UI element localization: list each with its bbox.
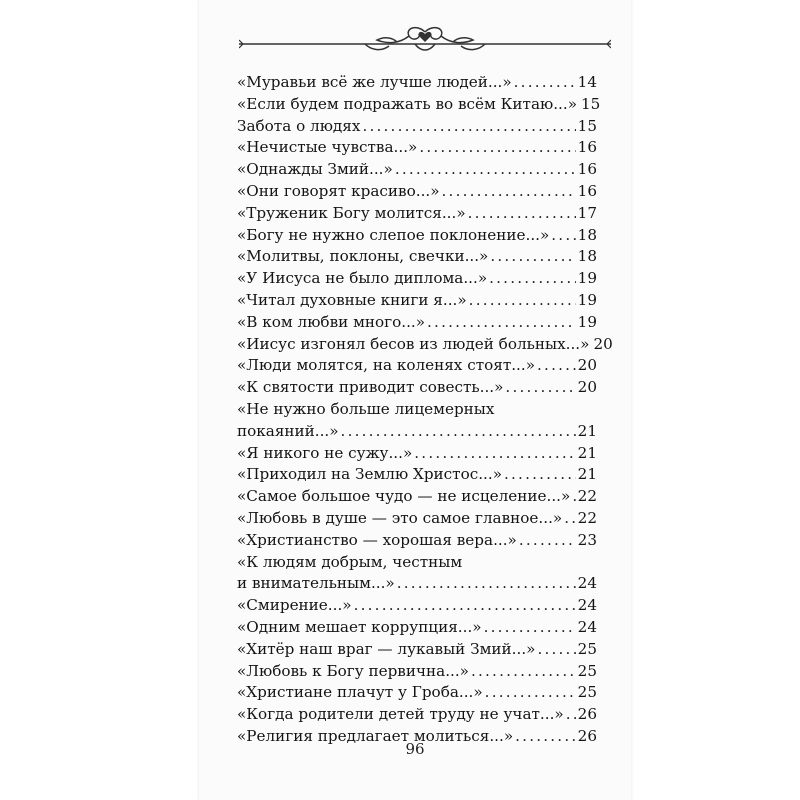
toc-entry <box>237 290 597 312</box>
toc-entry-title: «У Иисуса не было диплома...» <box>237 269 488 288</box>
toc-entry-page: 19 <box>577 269 597 288</box>
toc-entry-page: 21 <box>577 421 597 440</box>
toc-entry-title: «Христиане плачут у Гроба...» <box>237 683 483 702</box>
toc-entry-line <box>237 399 597 421</box>
toc-entry-title: «Смирение...» <box>237 596 352 615</box>
toc-entry-title: «Одним мешает коррупция...» <box>237 617 482 636</box>
toc-entry-title: «Любовь в душе — это самое главное...» <box>237 508 563 527</box>
dot-leader <box>341 421 576 443</box>
toc-entry <box>237 530 597 552</box>
dot-leader <box>419 137 575 159</box>
toc-entry <box>237 377 597 399</box>
toc-entry-page: 21 <box>577 443 597 462</box>
dot-leader <box>505 377 575 399</box>
toc-entry <box>237 573 597 595</box>
toc-entry-page: 18 <box>577 247 597 266</box>
toc-entry <box>237 181 597 203</box>
toc-entry-title: «Хитёр наш враг — лукавый Змий...» <box>237 639 536 658</box>
toc-entry-title: «Религия предлагает молиться...» <box>237 726 514 745</box>
toc-entry <box>237 137 597 159</box>
toc-entry-page: 23 <box>577 530 597 549</box>
toc-entry-title: «Я никого не сужу...» <box>237 443 413 462</box>
toc-entry-title: «В ком любви много...» <box>237 312 426 331</box>
toc-entry <box>237 116 597 138</box>
dot-leader <box>484 617 576 639</box>
toc-entry <box>237 225 597 247</box>
toc-entry-title: «К святости приводит совесть...» <box>237 378 504 397</box>
toc-entry-title: «Самое большое чудо — не исцеление...» <box>237 487 571 506</box>
toc-entry-page: 18 <box>577 225 597 244</box>
toc-entry-title: «Молитвы, поклоны, свечки...» <box>237 247 489 266</box>
toc-entry-page: 15 <box>577 116 597 135</box>
toc-entry-page: 19 <box>577 290 597 309</box>
toc-entry <box>237 508 597 530</box>
toc-entry-title: «Муравьи всё же лучше людей...» <box>237 73 512 91</box>
toc-entry-page: 24 <box>577 574 597 593</box>
dot-leader <box>551 225 575 247</box>
toc-entry <box>237 704 597 726</box>
dot-leader <box>395 159 576 181</box>
toc-entry-line <box>237 552 597 574</box>
dot-leader <box>566 704 576 726</box>
page-number: 96 <box>405 740 425 758</box>
toc-entry-title: «К людям добрым, честным <box>237 552 463 571</box>
dot-leader <box>468 203 576 225</box>
toc-entry-title: и внимательным...» <box>237 574 395 593</box>
toc-entry-title: «Не нужно больше лицемерных <box>237 399 495 418</box>
toc-entry-page: 26 <box>577 705 597 724</box>
toc-entry-title: Забота о людях <box>237 116 361 135</box>
toc-entry-page: 14 <box>577 73 597 91</box>
toc-entry-page: 16 <box>577 138 597 157</box>
toc-entry-page: 25 <box>577 639 597 658</box>
toc-entry-title: «Они говорят красиво...» <box>237 181 440 200</box>
toc-entry <box>237 639 597 661</box>
toc-entry-title: «Если будем подражать во всём Китаю...» <box>237 94 577 113</box>
toc-entry-title: «Труженик Богу молится...» <box>237 203 466 222</box>
toc-entry-page: 22 <box>577 508 597 527</box>
toc-entry <box>237 617 597 639</box>
toc-entry <box>237 464 597 486</box>
dot-leader <box>469 290 576 312</box>
dot-leader <box>504 464 576 486</box>
toc-entry <box>237 595 597 617</box>
dot-leader <box>572 486 575 508</box>
toc-entry <box>237 421 597 443</box>
toc-entry <box>237 682 597 704</box>
toc-entry-page: 16 <box>577 160 597 179</box>
toc-entry-title: «Богу не нужно слепое поклонение...» <box>237 225 550 244</box>
toc-entry-page: 17 <box>577 203 597 222</box>
toc-entry-page: 15 <box>581 94 601 113</box>
dot-leader <box>471 661 576 683</box>
book-page <box>199 0 631 800</box>
toc-entry-page: 25 <box>577 683 597 702</box>
toc-entry <box>237 72 597 94</box>
toc-entry <box>237 268 597 290</box>
dot-leader <box>537 639 575 661</box>
toc-entry <box>237 159 597 181</box>
dot-leader <box>354 595 576 617</box>
toc-entry-title: «Однажды Змий...» <box>237 160 393 179</box>
dot-leader <box>397 573 576 595</box>
toc-entry <box>237 486 597 508</box>
dot-leader <box>414 443 575 465</box>
toc-entry-title: «Нечистые чувства...» <box>237 138 418 157</box>
toc-entry <box>237 203 597 225</box>
dot-leader <box>519 530 576 552</box>
toc-entry-page: 20 <box>577 378 597 397</box>
toc-entry <box>237 661 597 683</box>
toc-entry <box>237 94 601 116</box>
dot-leader <box>362 116 575 138</box>
toc-entry-title: «Христианство — хорошая вера...» <box>237 530 517 549</box>
toc-entry <box>237 312 597 334</box>
dot-leader <box>489 268 576 290</box>
toc-entry-title: «Приходил на Землю Христос...» <box>237 465 502 484</box>
toc-entry-title: «Иисус изгонял бесов из людей больных...» <box>237 334 590 353</box>
toc-entry-page: 24 <box>577 596 597 615</box>
dot-leader <box>564 508 575 530</box>
table-of-contents <box>237 72 613 748</box>
toc-entry-page: 20 <box>577 356 597 375</box>
toc-entry-page: 22 <box>577 487 597 506</box>
toc-entry <box>237 443 597 465</box>
toc-entry-title: «Люди молятся, на коленях стоят...» <box>237 356 536 375</box>
dot-leader <box>442 181 576 203</box>
dot-leader <box>514 72 576 94</box>
toc-entry-page: 21 <box>577 465 597 484</box>
toc-entry-page: 20 <box>593 334 613 353</box>
toc-entry <box>237 334 613 356</box>
toc-entry-page: 19 <box>577 312 597 331</box>
dot-leader <box>537 355 576 377</box>
toc-entry-page: 26 <box>577 726 597 745</box>
toc-entry <box>237 355 597 377</box>
toc-entry-title: «Любовь к Богу первична...» <box>237 661 469 680</box>
toc-entry-page: 16 <box>577 181 597 200</box>
toc-entry-title: «Когда родители детей труду не учат...» <box>237 705 564 724</box>
dot-leader <box>490 246 575 268</box>
toc-entry-page: 25 <box>577 661 597 680</box>
dot-leader <box>485 682 576 704</box>
dot-leader <box>427 312 576 334</box>
ornament-divider-icon <box>239 22 611 58</box>
toc-entry-title: покаяний...» <box>237 421 339 440</box>
toc-entry-page: 24 <box>577 617 597 636</box>
toc-entry <box>237 246 597 268</box>
toc-entry-title: «Читал духовные книги я...» <box>237 290 467 309</box>
